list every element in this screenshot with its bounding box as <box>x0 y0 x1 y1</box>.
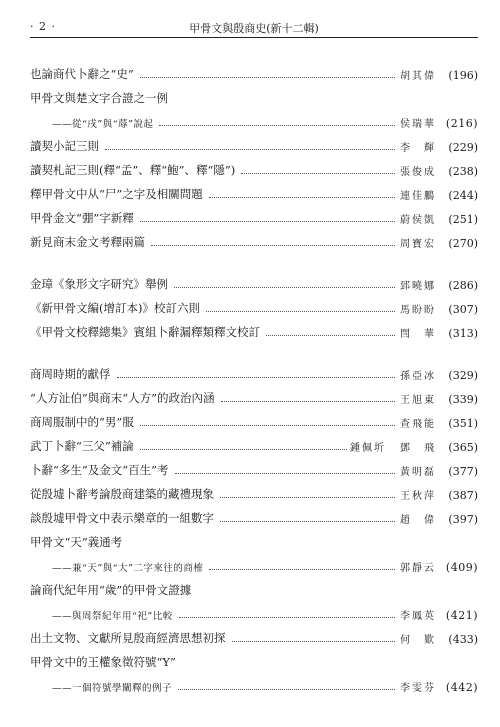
entry-page-number: (442) <box>445 681 478 694</box>
entry-author: 李雯芬 <box>400 683 436 694</box>
entry-page-number: (270) <box>448 237 478 250</box>
entry-page-number: (313) <box>448 327 478 340</box>
entry-subtitle: ——從“戌”與“蓐”說起 <box>52 119 154 130</box>
dot-leader <box>220 497 395 498</box>
table-of-contents <box>30 58 478 694</box>
dot-leader <box>140 425 395 426</box>
entry-page-number: (377) <box>448 465 478 478</box>
entry-page-number: (244) <box>448 189 478 202</box>
entry-page-number: (433) <box>448 633 478 646</box>
entry-page-number: (229) <box>448 141 478 154</box>
entry-title: 談殷墟甲骨文中表示樂章的一組數字 <box>30 511 214 525</box>
entry-author: 查飛能 <box>400 419 436 430</box>
dot-leader <box>209 197 395 198</box>
dot-leader <box>140 449 347 450</box>
entry-page-number: (251) <box>448 213 478 226</box>
entry-author: 趙 偉 <box>400 515 436 526</box>
dot-leader <box>220 521 395 522</box>
entry-title: 讀契小記三則 <box>30 139 99 153</box>
entry-author: 孫亞冰 <box>400 371 436 382</box>
entry-title: 也論商代卜辭之“史” <box>30 67 134 81</box>
entry-page-number: (365) <box>448 441 478 454</box>
toc-entry[interactable] <box>30 430 478 454</box>
entry-author: 何 歎 <box>400 635 436 646</box>
entry-title: 武丁卜辭“三父”補論 <box>30 439 134 453</box>
section-gap <box>30 250 478 268</box>
entry-title: 論商代紀年用“歲”的甲骨文證據 <box>30 583 192 597</box>
entry-page-number: (409) <box>445 561 478 574</box>
toc-subtitle-row[interactable] <box>30 670 478 694</box>
dot-leader <box>179 617 395 618</box>
entry-author: 鄧 飛 <box>400 443 436 454</box>
entry-page-number: (387) <box>448 489 478 502</box>
entry-author: 郭靜云 <box>400 563 436 574</box>
entry-page-number: (351) <box>448 417 478 430</box>
entry-author: 王秋萍 <box>400 491 436 502</box>
dot-leader <box>221 401 395 402</box>
header-rule <box>30 37 478 38</box>
entry-page-number: (286) <box>448 279 478 292</box>
entry-title: 《新甲骨文編(增訂本)》校訂六則 <box>30 301 200 315</box>
dot-leader <box>117 377 396 378</box>
entry-author: 張俊成 <box>400 167 436 178</box>
entry-title: 《甲骨文校釋總集》賓組卜辭漏釋類釋文校訂 <box>30 325 260 339</box>
dot-leader <box>140 221 395 222</box>
toc-entry[interactable] <box>30 82 478 106</box>
toc-entry[interactable] <box>30 316 478 340</box>
toc-entry[interactable] <box>30 406 478 430</box>
entry-title: “人方沚伯”與商末“人方”的政治內涵 <box>30 391 215 405</box>
dot-leader <box>105 149 395 150</box>
toc-entry[interactable] <box>30 130 478 154</box>
entry-page-number: (307) <box>448 303 478 316</box>
entry-title: 甲骨文中的王權象徵符號“Y” <box>30 655 176 669</box>
dot-leader <box>140 77 395 78</box>
dot-leader <box>151 245 395 246</box>
entry-author: 連佳鵬 <box>400 191 436 202</box>
entry-author: 郅曉娜 <box>400 281 436 292</box>
toc-entry[interactable] <box>30 622 478 646</box>
toc-entry[interactable] <box>30 502 478 526</box>
toc-entry[interactable] <box>30 178 478 202</box>
section-gap <box>30 340 478 358</box>
entry-author: 李 輝 <box>400 143 436 154</box>
entry-title: 出土文物、文獻所見殷商經濟思想初探 <box>30 631 226 645</box>
entry-subtitle: ——兼“天”與“大”二字來往的商榷 <box>52 563 204 574</box>
toc-entry[interactable] <box>30 154 478 178</box>
entry-page-number: (216) <box>445 117 478 130</box>
entry-page-number: (238) <box>448 165 478 178</box>
toc-entry[interactable] <box>30 358 478 382</box>
entry-subtitle: ——與周祭紀年用“祀”比較 <box>52 611 173 622</box>
toc-subtitle-row[interactable] <box>30 550 478 574</box>
page-number: · 2 · <box>30 20 56 33</box>
entry-title: 金璋《象形文字研究》舉例 <box>30 277 168 291</box>
entry-title: 甲骨文與楚文字合證之一例 <box>30 91 168 105</box>
toc-entry[interactable] <box>30 646 478 670</box>
toc-entry[interactable] <box>30 526 478 550</box>
entry-author: 閆 華 <box>400 329 436 340</box>
toc-entry[interactable] <box>30 58 478 82</box>
toc-subtitle-row[interactable] <box>30 598 478 622</box>
entry-page-number: (421) <box>445 609 478 622</box>
dot-leader <box>175 473 395 474</box>
toc-entry[interactable] <box>30 574 478 598</box>
toc-entry[interactable] <box>30 454 478 478</box>
entry-author: 胡其偉 <box>400 71 436 82</box>
toc-subtitle-row[interactable] <box>30 106 478 130</box>
entry-author: 馬盼盼 <box>400 305 436 316</box>
entry-title: 讀契札記三則(釋“孟”、釋“鮑”、釋“隱”) <box>30 163 236 177</box>
toc-entry[interactable] <box>30 226 478 250</box>
dot-leader <box>266 335 395 336</box>
entry-author: 侯瑞華 <box>400 119 436 130</box>
dot-leader <box>178 689 395 690</box>
entry-page-number: (329) <box>448 369 478 382</box>
toc-entry[interactable] <box>30 202 478 226</box>
toc-entry[interactable] <box>30 382 478 406</box>
entry-title: 商周時期的獻俘 <box>30 367 111 381</box>
dot-leader <box>206 311 395 312</box>
page-header <box>30 16 478 38</box>
dot-leader <box>174 287 395 288</box>
toc-entry[interactable] <box>30 268 478 292</box>
entry-author: 李鳳英 <box>400 611 436 622</box>
dot-leader <box>159 125 395 126</box>
entry-coauthor: 鍾佩圻 <box>350 443 386 454</box>
entry-author: 王旭東 <box>400 395 436 406</box>
entry-title: 商周服制中的“男”服 <box>30 415 134 429</box>
entry-subtitle: ——一個符號學闡釋的例子 <box>52 683 173 694</box>
entry-title: 甲骨金文“弸”字新釋 <box>30 211 134 225</box>
entry-title: 甲骨文“天”義通考 <box>30 535 123 549</box>
entry-page-number: (196) <box>448 69 478 82</box>
running-title: 甲骨文與殷商史(新十二輯) <box>189 22 319 35</box>
dot-leader <box>241 173 395 174</box>
entry-author: 周寶宏 <box>400 239 436 250</box>
dot-leader <box>209 569 395 570</box>
entry-author: 黃明磊 <box>400 467 436 478</box>
toc-entry[interactable] <box>30 478 478 502</box>
dot-leader <box>232 641 396 642</box>
entry-title: 新見商末金文考釋兩篇 <box>30 235 145 249</box>
entry-page-number: (397) <box>448 513 478 526</box>
entry-title: 卜辭“多生”及金文“百生”考 <box>30 463 169 477</box>
entry-title: 從殷墟卜辭考論殷商建築的藏禮現象 <box>30 487 214 501</box>
entry-page-number: (339) <box>448 393 478 406</box>
entry-title: 釋甲骨文中从“尸”之字及相關問題 <box>30 187 203 201</box>
toc-entry[interactable] <box>30 292 478 316</box>
entry-author: 蔚侯凱 <box>400 215 436 226</box>
